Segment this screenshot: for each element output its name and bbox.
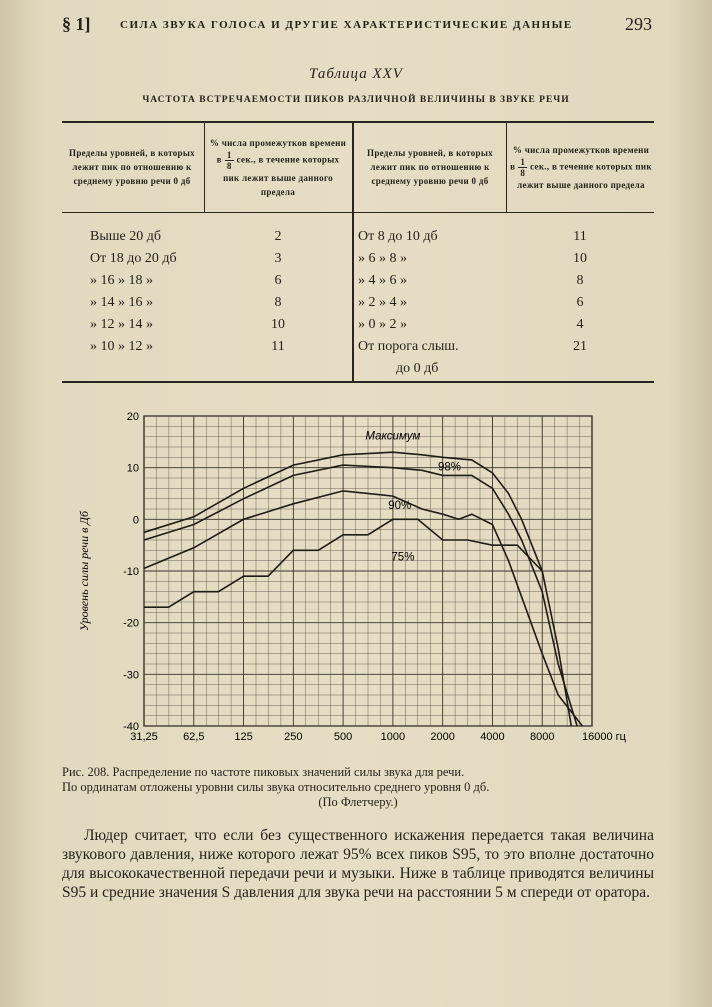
table-cell: 6 xyxy=(576,295,584,310)
x-tick-label: 8000 xyxy=(529,731,555,743)
y-tick-label: -40 xyxy=(123,721,139,733)
table-cell: 11 xyxy=(573,229,587,244)
table-col-divider xyxy=(204,122,205,212)
x-tick-label: 500 xyxy=(333,731,353,743)
table-cell: » 14 » 16 » xyxy=(90,295,153,310)
x-tick-label: 31,25 xyxy=(130,731,158,743)
table-caption: Таблица XXV xyxy=(309,66,403,82)
table-cell: От 18 до 20 дб xyxy=(90,251,177,266)
y-tick-label: -20 xyxy=(123,617,139,630)
table-title: ЧАСТОТА ВСТРЕЧАЕМОСТИ ПИКОВ РАЗЛИЧНОЙ ВЕЛИЧИНЫ В ЗВУКЕ РЕЧИ xyxy=(142,95,570,105)
x-tick-label: 1000 xyxy=(380,731,406,743)
table-col-divider xyxy=(506,122,507,212)
table-center-divider xyxy=(352,122,354,381)
series-annotation: 90% xyxy=(388,500,412,512)
table-header-col4: % числа промежутков времени в $\frac{1}{8}$ сек., в течение которых пик лежит выше данного предела xyxy=(510,144,652,190)
table-header-col2: % числа промежутков времени в $\frac{1}{8}$ сек., в течение которых пик лежит выше данного предела xyxy=(209,137,347,197)
x-tick-label: 62,5 xyxy=(183,731,205,743)
table-cell: 8 xyxy=(274,295,282,310)
running-title: СИЛА ЗВУКА ГОЛОСА И ДРУГИЕ ХАРАКТЕРИСТИЧЕСКИЕ ДАННЫЕ xyxy=(120,19,573,31)
series-line-3 xyxy=(144,491,582,726)
table-cell: 2 xyxy=(274,229,282,244)
series-line-1 xyxy=(144,452,571,726)
table-cell: до 0 дб xyxy=(396,361,439,376)
paragraph-text: Людер считает, что если без существенного искажения передается такая величина звукового давления, ниже которого лежат 95% всех пиков S95, то это вполне достаточно для высококачественной передачи речи и музыки. Ниже в таблице приводятся величины S95 и средние значения S давления для звука речи на расстоянии 5 м спереди от оратора. xyxy=(62,827,654,901)
table-cell: 10 xyxy=(573,251,587,266)
table-cell: » 2 » 4 » xyxy=(358,295,407,310)
body-paragraph xyxy=(62,826,654,902)
table-cell: » 4 » 6 » xyxy=(358,273,407,288)
table-cell: 6 xyxy=(274,273,282,288)
x-tick-label: 4000 xyxy=(480,731,505,743)
table-cell: 4 xyxy=(576,317,584,332)
y-tick-label: -10 xyxy=(123,566,139,578)
table-cell: » 10 » 12 » xyxy=(90,339,153,354)
figure-caption-line: Рис. 208. Распределение по частоте пиковых значений силы звука для речи. xyxy=(62,765,465,779)
table-col-right-values xyxy=(510,226,650,358)
table-cell: » 12 » 14 » xyxy=(90,317,153,332)
table-cell: 8 xyxy=(576,273,584,288)
table-cell: » 6 » 8 » xyxy=(358,251,407,266)
table-bottom-rule xyxy=(62,381,654,383)
table-cell: » 0 » 2 » xyxy=(358,317,407,332)
table-top-rule xyxy=(62,121,654,123)
table-cell: От порога слыш. xyxy=(358,339,459,354)
table-cell: От 8 до 10 дб xyxy=(358,229,438,244)
table-cell: 3 xyxy=(274,251,282,266)
figure-caption xyxy=(62,765,654,810)
x-tick-label: 125 xyxy=(234,731,253,743)
x-tick-label: 16000 гц xyxy=(582,731,626,743)
page-number: 293 xyxy=(625,14,652,34)
table-header-col3: Пределы уровней, в которых лежит пик по отношению к среднему уровню речи 0 дб xyxy=(367,148,493,186)
series-annotation: 98% xyxy=(437,461,462,474)
series-annotation: 75% xyxy=(391,551,415,564)
figure-caption-source: (По Флетчеру.) xyxy=(318,795,398,809)
table-header-rule xyxy=(62,212,654,213)
y-tick-label: -30 xyxy=(123,669,139,682)
table-cell: 11 xyxy=(271,339,285,354)
table-cell: » 16 » 18 » xyxy=(90,273,153,288)
x-tick-label: 2000 xyxy=(430,731,455,743)
table-col-left-ranges xyxy=(72,226,220,358)
series-annotation: Максимум xyxy=(365,430,421,443)
table-col-left-values xyxy=(208,226,348,358)
figure-208-chart xyxy=(62,404,662,764)
page-header xyxy=(62,14,652,38)
table-cell: 10 xyxy=(271,317,285,332)
y-axis-label: Уровень силы речи в Дб xyxy=(77,511,91,631)
section-number: § 1] xyxy=(62,14,91,34)
table-cell: 21 xyxy=(573,339,587,354)
table-header-col1: Пределы уровней, в которых лежит пик по отношению к среднему уровню речи 0 дб xyxy=(69,148,195,186)
y-tick-label: 0 xyxy=(132,514,139,527)
table-cell: Выше 20 дб xyxy=(90,229,161,244)
y-tick-label: 10 xyxy=(126,462,139,475)
x-tick-label: 250 xyxy=(284,731,303,743)
table-col-right-ranges xyxy=(358,226,508,380)
series-line-2 xyxy=(144,465,577,726)
figure-caption-line: По ординатам отложены уровни силы звука относительно среднего уровня 0 дб. xyxy=(62,780,490,794)
y-tick-label: 20 xyxy=(126,411,139,423)
